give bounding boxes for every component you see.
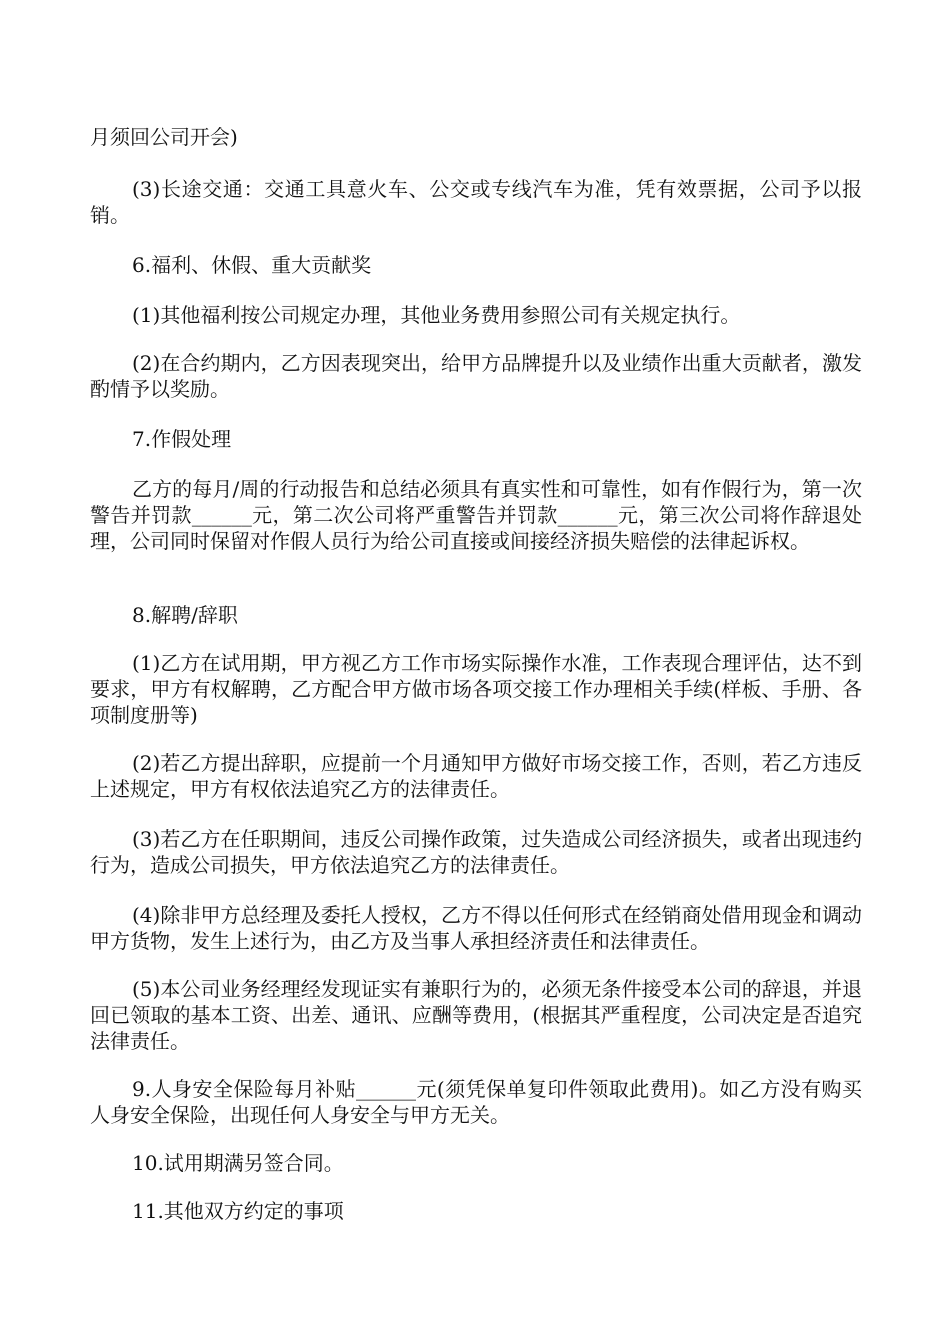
paragraph-resignation: (2)若乙方提出辞职，应提前一个月通知甲方做好市场交接工作，否则，若乙方违反上述规定，甲方有权依法追究乙方的法律责任。 [90, 751, 862, 801]
paragraph-part-time-job: (5)本公司业务经理经发现证实有兼职行为的，必须无条件接受本公司的辞退，并退回已领取的基本工资、出差、通讯、应酬等费用，(根据其严重程度，公司决定是否追究法律责任。 [90, 977, 862, 1053]
section-heading-dismissal: 8.解聘/辞职 [132, 603, 238, 627]
paragraph-safety-insurance: 9.人身安全保险每月补贴______元(须凭保单复印件领取此费用)。如乙方没有购买人身安全保险，出现任何人身安全与甲方无关。 [90, 1077, 862, 1127]
paragraph-long-distance-transport: (3)长途交通：交通工具意火车、公交或专线汽车为准，凭有效票据，公司予以报销。 [90, 177, 862, 227]
section-heading-benefits: 6.福利、休假、重大贡献奖 [132, 253, 372, 277]
paragraph-other-benefits: (1)其他福利按公司规定办理，其他业务费用参照公司有关规定执行。 [132, 303, 741, 327]
paragraph-probation-dismissal: (1)乙方在试用期，甲方视乙方工作市场实际操作水准，工作表现合理评估，达不到要求，甲方有权解聘，乙方配合甲方做市场各项交接工作办理相关手续(样板、手册、各项制度册等) [90, 651, 862, 727]
paragraph-other-matters: 11.其他双方约定的事项 [132, 1199, 344, 1223]
paragraph-authorization: (4)除非甲方总经理及委托人授权，乙方不得以任何形式在经销商处借用现金和调动甲方货物，发生上述行为，由乙方及当事人承担经济责任和法律责任。 [90, 903, 862, 953]
paragraph-major-contribution: (2)在合约期内，乙方因表现突出，给甲方品牌提升以及业绩作出重大贡献者，激发酌情予以奖励。 [90, 351, 862, 401]
paragraph-falsification-penalty: 乙方的每月/周的行动报告和总结必须具有真实性和可靠性，如有作假行为，第一次警告并罚款______元，第二次公司将严重警告并罚款______元，第三次公司将作辞退处理，公司同时保留对作假人员行为给公司直接或间接经济损失赔偿的法律起诉权。 [90, 477, 862, 553]
section-heading-falsification: 7.作假处理 [132, 427, 232, 451]
paragraph-violation-liability: (3)若乙方在任职期间，违反公司操作政策，过失造成公司经济损失，或者出现违约行为，造成公司损失，甲方依法追究乙方的法律责任。 [90, 827, 862, 877]
paragraph-continuation: 月须回公司开会) [90, 125, 238, 149]
paragraph-contract-renewal: 10.试用期满另签合同。 [132, 1151, 344, 1175]
